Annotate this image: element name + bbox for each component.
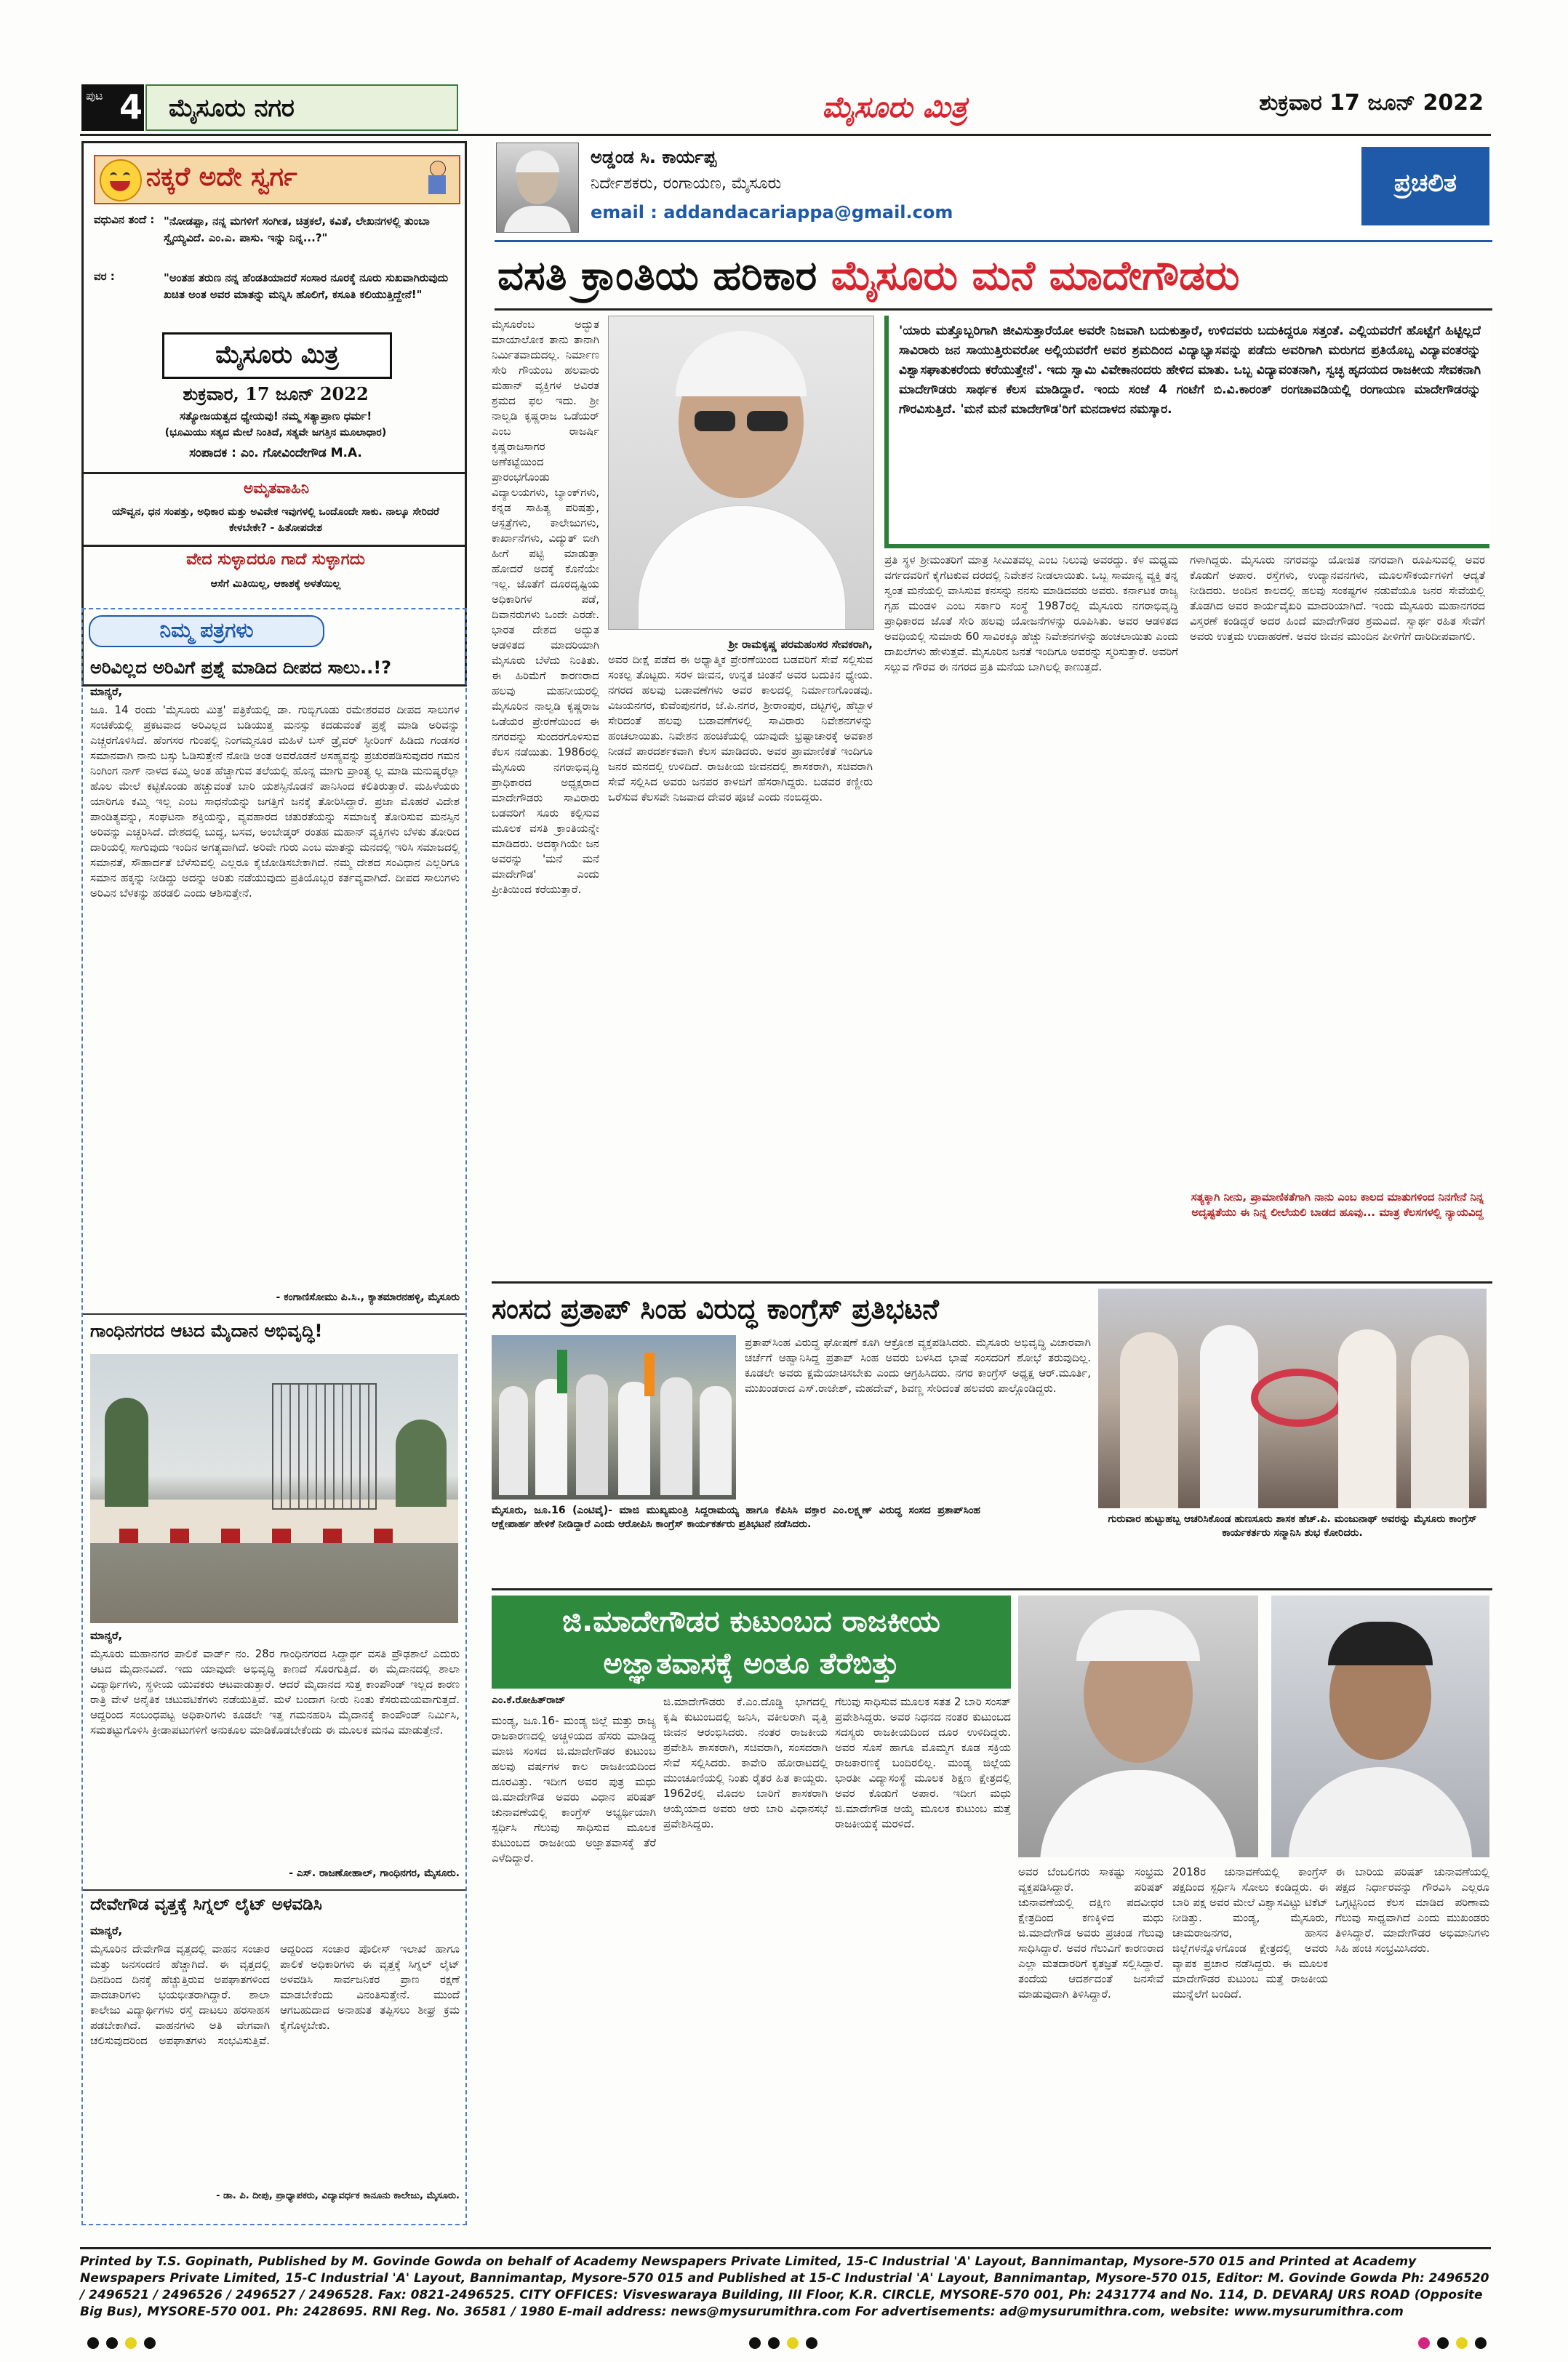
registration-dot	[144, 2337, 156, 2349]
lead-footnote: ಸತ್ಯಕ್ಕಾಗಿ ನೀನು, ಪ್ರಾಮಾಣಿಕತೆಗಾಗಿ ನಾನು ಎಂಬ ಕಾಲದ ಮಾತುಗಳಿಂದ ನಿನಗೇನೆ ನಿನ್ನ ಅದೃಷ್ಟತೆಯು ಈ ನಿನ್ನ ಲೀಲೆಯಲಿ ಬಾಡದ ಹೂವು... ಮಾತ್ರ ಕೆಲಸಗಳಲ್ಲಿ ನ್ಯಾಯವಿದ್ದ	[1191, 1190, 1484, 1219]
column-tag-box	[1361, 147, 1489, 225]
registration-dot	[768, 2337, 780, 2349]
lead-column-2-text: ಅವರ ದೀಕ್ಷೆ ಪಡೆದ ಈ ಅಧ್ಯಾತ್ಮಿಕ ಪ್ರೇರಣೆಯಿಂದ ಬಡವರಿಗೆ ಸೇವೆ ಸಲ್ಲಿಸುವ ಸಂಕಲ್ಪ ತೊಟ್ಟರು. ಸರಳ ಜೀವನ, ಉನ್ನತ ಚಿಂತನೆ ಅವರ ಬದುಕಿನ ಧ್ಯೇಯ. ನಗರದ ಹಲವು ಬಡಾವಣೆಗಳು ಅವರ ಕಾಲದಲ್ಲಿ ನಿರ್ಮಾಣಗೊಂಡವು. ವಿಜಯನಗರ, ಕುವೆಂಪುನಗರ, ಜೆ.ಪಿ.ನಗರ, ಶ್ರೀರಾಂಪುರ, ದಟ್ಟಗಳ್ಳಿ, ಹೆಬ್ಬಾಳ ಸೇರಿದಂತೆ ಹಲವು ಬಡಾವಣೆಗಳಲ್ಲಿ ಸಾವಿರಾರು ನಿವೇಶನಗಳನ್ನು ಹಂಚಲಾಯಿತು. ನಿವೇಶನ ಹಂಚಿಕೆಯಲ್ಲಿ ಯಾವುದೇ ಭ್ರಷ್ಟಾಚಾರಕ್ಕೆ ಅವಕಾಶ ನೀಡದೆ ಪಾರದರ್ಶಕವಾಗಿ ಕೆಲಸ ಮಾಡಿದರು. ಅವರ ಪ್ರಾಮಾಣಿಕತೆ ಇಂದಿಗೂ ಜನರ ಮನದಲ್ಲಿ ಉಳಿದಿದೆ. ರಾಜಕೀಯ ಜೀವನದಲ್ಲಿ ಶಾಸಕರಾಗಿ, ಸಚಿವರಾಗಿ ಸೇವೆ ಸಲ್ಲಿಸಿದ ಅವರು ಜನಪರ ಕಾಳಜಿಗೆ ಹೆಸರಾಗಿದ್ದರು. ಬಡವರ ಕಣ್ಣೀರು ಒರೆಸುವ ಕೆಲಸವೇ ನಿಜವಾದ ದೇವರ ಪೂಜೆ ಎಂದು ನಂಬಿದ್ದರು.	[608, 653, 873, 804]
family-column-3: ಗೆಲುವು ಸಾಧಿಸುವ ಮೂಲಕ ಸತತ 2 ಬಾರಿ ಸಂಸತ್ ಪ್ರವೇಶಿಸಿದ್ದರು. ಅವರ ನಿಧನದ ನಂತರ ಕುಟುಂಬದ ಸದಸ್ಯರು ರಾಜಕೀಯದಿಂದ ದೂರ ಉಳಿದಿದ್ದರು. ಅವರ ಸೊಸೆ ಹಾಗೂ ಮೊಮ್ಮಗ ಕೂಡ ಸಕ್ರಿಯ ರಾಜಕಾರಣಕ್ಕೆ ಬಂದಿರಲಿಲ್ಲ. ಮಂಡ್ಯ ಜಿಲ್ಲೆಯ ಭಾರತೀ ವಿದ್ಯಾಸಂಸ್ಥೆ ಮೂಲಕ ಶಿಕ್ಷಣ ಕ್ಷೇತ್ರದಲ್ಲಿ ಅವರ ಕೊಡುಗೆ ಅಪಾರ. ಇದೀಗ ಮಧು ಜಿ.ಮಾದೇಗೌಡ ಆಯ್ಕೆ ಮೂಲಕ ಕುಟುಂಬ ಮತ್ತೆ ರಾಜಕೀಯಕ್ಕೆ ಮರಳಿದೆ.	[835, 1695, 1011, 1830]
lead-headline-part2: ಮೈಸೂರು ಮನೆ ಮಾದೇಗೌಡರು	[831, 252, 1240, 300]
family-headline-line2: ಅಜ್ಞಾತವಾಸಕ್ಕೆ ಅಂತೂ ತೆರೆಬಿತ್ತು	[603, 1647, 900, 1681]
letter-3-body: ಮೈಸೂರಿನ ದೇವೇಗೌಡ ವೃತ್ತದಲ್ಲಿ ವಾಹನ ಸಂಚಾರ ಮತ್ತು ಜನಸಂದಣಿ ಹೆಚ್ಚಾಗಿದೆ. ಈ ವೃತ್ತದಲ್ಲಿ ದಿನದಿಂದ ದಿನಕ್ಕೆ ಹೆಚ್ಚುತ್ತಿರುವ ಅಪಘಾತಗಳಿಂದ ಪಾದಚಾರಿಗಳು ಭಯಭೀತರಾಗಿದ್ದಾರೆ. ಶಾಲಾ ಕಾಲೇಜು ವಿದ್ಯಾರ್ಥಿಗಳು ರಸ್ತೆ ದಾಟಲು ಹರಸಾಹಸ ಪಡಬೇಕಾಗಿದೆ. ವಾಹನಗಳು ಅತಿ ವೇಗವಾಗಿ ಚಲಿಸುವುದರಿಂದ ಅಪಘಾತಗಳು ಸಂಭವಿಸುತ್ತಿವೆ. ಆದ್ದರಿಂದ ಸಂಚಾರ ಪೊಲೀಸ್ ಇಲಾಖೆ ಹಾಗೂ ಪಾಲಿಕೆ ಅಧಿಕಾರಿಗಳು ಈ ವೃತ್ತಕ್ಕೆ ಸಿಗ್ನಲ್ ಲೈಟ್ ಅಳವಡಿಸಿ ಸಾರ್ವಜನಿಕರ ಪ್ರಾಣ ರಕ್ಷಣೆ ಮಾಡಬೇಕೆಂದು ವಿನಂತಿಸುತ್ತೇನೆ. ಮುಂದೆ ಆಗಬಹುದಾದ ಅನಾಹುತ ತಪ್ಪಿಸಲು ಶೀಘ್ರ ಕ್ರಮ ಕೈಗೊಳ್ಳಬೇಕು.	[90, 1942, 460, 2047]
page-number: 4	[119, 87, 143, 127]
columnist-role: ನಿರ್ದೇಶಕರು, ರಂಗಾಯಣ, ಮೈಸೂರು	[591, 175, 782, 193]
issue-date: ಶುಕ್ರವಾರ 17 ಜೂನ್ 2022	[1259, 90, 1484, 116]
registration-dot	[806, 2337, 817, 2349]
ear-divider	[84, 472, 466, 474]
family-headline-line1: ಜಿ.ಮಾದೇಗೌಡರ ಕುಟುಂಬದ ರಾಜಕೀಯ	[562, 1605, 940, 1638]
columnist-name: ಅಡ್ಡಂಡ ಸಿ. ಕಾರ್ಯಪ್ಪ	[591, 147, 716, 167]
letters-section	[81, 608, 467, 2225]
page-label: ಪುಟ	[86, 89, 103, 103]
pratap-caption: ಮೈಸೂರು, ಜೂ.16 (ಎಂಟಿವೈ)- ಮಾಜಿ ಮುಖ್ಯಮಂತ್ರಿ ಸಿದ್ದರಾಮಯ್ಯ ಹಾಗೂ ಕೆಪಿಸಿಸಿ ವಕ್ತಾರ ಎಂ.ಲಕ್ಷ್ಮಣ್ ವಿರುದ್ಧ ಸಂಸದ ಪ್ರತಾಪ್‌ಸಿಂಹ ಆಕ್ಷೇಪಾರ್ಹ ಹೇಳಿಕೆ ನೀಡಿದ್ದಾರೆ ಎಂದು ಆರೋಪಿಸಿ ಕಾಂಗ್ರೆಸ್ ಕಾರ್ಯಕರ್ತರು ಪ್ರತಿಭಟನೆ ನಡೆಸಿದರು.	[492, 1505, 980, 1530]
lead-headline	[497, 247, 1491, 307]
joke-line-2: "ಅಂತಹ ತರುಣ ನನ್ನ ಹೆಂಡತಿಯಾದರೆ ಸಂಸಾರ ನೂರಕ್ಕೆ ನೂರು ಸುಖವಾಗಿರುವುದು ಖಚಿತ ಅಂತ ಅವರ ಮಾತನ್ನು ಮನ್ನಿಸಿ ಹೊಲಿಗೆ, ಕಸೂತಿ ಕಲಿಯುತ್ತಿದ್ದೇನೆ!"	[164, 271, 449, 301]
registration-dot	[749, 2337, 761, 2349]
proverb-title: ವೇದ ಸುಳ್ಳಾದರೂ ಗಾದೆ ಸುಳ್ಳಾಗದು	[186, 551, 365, 569]
registration-dot	[106, 2337, 118, 2349]
page-number-box	[81, 84, 144, 131]
letter-3-salutation: ಮಾನ್ಯರೆ,	[90, 1924, 123, 1937]
pratap-body: ಪ್ರತಾಪ್‌ಸಿಂಹ ವಿರುದ್ಧ ಘೋಷಣೆ ಕೂಗಿ ಆಕ್ರೋಶ ವ್ಯಕ್ತಪಡಿಸಿದರು. ಮೈಸೂರು ಅಭಿವೃದ್ಧಿ ವಿಚಾರವಾಗಿ ಚರ್ಚೆಗೆ ಆಹ್ವಾನಿಸಿದ್ದ ಪ್ರತಾಪ್ ಸಿಂಹ ಅವರು ಬಳಸಿದ ಭಾಷೆ ಸಂಸದರಿಗೆ ಶೋಭೆ ತರುವುದಿಲ್ಲ. ಕೂಡಲೇ ಅವರು ಕ್ಷಮೆಯಾಚಿಸಬೇಕು ಎಂದು ಆಗ್ರಹಿಸಿದರು. ನಗರ ಕಾಂಗ್ರೆಸ್ ಅಧ್ಯಕ್ಷ ಆರ್.ಮೂರ್ತಿ, ಮುಖಂಡರಾದ ಎಸ್.ರಾಜೇಶ್, ಮಹದೇವ್, ಶಿವಣ್ಣ ಸೇರಿದಂತೆ ಹಲವರು ಪಾಲ್ಗೊಂಡಿದ್ದರು.	[745, 1336, 1091, 1395]
laughing-face-icon	[100, 159, 142, 201]
section-title: ಮೈಸೂರು ನಗರ	[145, 84, 458, 131]
letter-divider-2	[83, 1889, 465, 1891]
amrutha-title: ಅಮೃತವಾಹಿನಿ	[244, 479, 309, 497]
ear-logo-box	[162, 332, 392, 379]
joke-banner-title: ನಕ್ಕರೆ ಅದೇ ಸ್ವರ್ಗ	[146, 162, 297, 192]
letter-2-salutation: ಮಾನ್ಯರೆ,	[90, 1629, 123, 1642]
letter-2-title: ಗಾಂಧಿನಗರದ ಆಟದ ಮೈದಾನ ಅಭಿವೃದ್ಧಿ!	[90, 1321, 323, 1341]
masthead-logo: ಮೈಸೂರು ಮಿತ್ರ	[822, 91, 967, 124]
registration-dot	[1456, 2337, 1468, 2349]
left-info-panel	[81, 141, 467, 686]
lead-column-4: ಗಳಾಗಿದ್ದರು. ಮೈಸೂರು ನಗರವನ್ನು ಯೋಜಿತ ನಗರವಾಗಿ ರೂಪಿಸುವಲ್ಲಿ ಅವರ ಕೊಡುಗೆ ಅಪಾರ. ರಸ್ತೆಗಳು, ಉದ್ಯಾನವನಗಳು, ಮೂಲಸೌಕರ್ಯಗಳಿಗೆ ಆದ್ಯತೆ ನೀಡಿದರು. ಅಂದಿನ ಕಾಲದಲ್ಲಿ ಹಲವು ಸಂಕಷ್ಟಗಳ ನಡುವೆಯೂ ಜನರ ಸೇವೆಯಲ್ಲಿ ತೊಡಗಿದ ಅವರ ಕಾರ್ಯವೈಖರಿ ಮಾದರಿಯಾಗಿದೆ. ಇಂದು ಮೈಸೂರು ಮಹಾನಗರದ ವಿಸ್ತರಣೆ ಕಂಡಿದ್ದರೆ ಅದರ ಹಿಂದೆ ಮಾದೇಗೌಡರ ಶ್ರಮವಿದೆ. ಸ್ವಾರ್ಥ ರಹಿತ ಸೇವೆಗೆ ಅವರು ಉತ್ತಮ ಉದಾಹರಣೆ. ಅವರ ಜೀವನ ಮುಂದಿನ ಪೀಳಿಗೆಗೆ ದಾರಿದೀಪವಾಗಲಿ.	[1190, 553, 1485, 643]
family-column-1: ಮಂಡ್ಯ, ಜೂ.16- ಮಂಡ್ಯ ಜಿಲ್ಲೆ ಮತ್ತು ರಾಜ್ಯ ರಾಜಕಾರಣದಲ್ಲಿ ಅಚ್ಚಳಿಯದ ಹೆಸರು ಮಾಡಿದ್ದ ಮಾಜಿ ಸಂಸದ ಜಿ.ಮಾದೇಗೌಡರ ಕುಟುಂಬ ಹಲವು ವರ್ಷಗಳ ಕಾಲ ರಾಜಕೀಯದಿಂದ ದೂರವಿತ್ತು. ಇದೀಗ ಅವರ ಪುತ್ರ ಮಧು ಜಿ.ಮಾದೇಗೌಡ ಅವರು ವಿಧಾನ ಪರಿಷತ್ ಚುನಾವಣೆಯಲ್ಲಿ ಕಾಂಗ್ರೆಸ್ ಅಭ್ಯರ್ಥಿಯಾಗಿ ಸ್ಪರ್ಧಿಸಿ ಗೆಲುವು ಸಾಧಿಸುವ ಮೂಲಕ ಕುಟುಂಬದ ರಾಜಕೀಯ ಅಜ್ಞಾತವಾಸಕ್ಕೆ ತೆರೆ ಎಳೆದಿದ್ದಾರೆ.	[492, 1714, 656, 1865]
birthday-caption: ಗುರುವಾರ ಹುಟ್ಟುಹಬ್ಬ ಆಚರಿಸಿಕೊಂಡ ಹುಣಸೂರು ಶಾಸಕ ಹೆಚ್.ಪಿ. ಮಂಜುನಾಥ್ ಅವರನ್ನು ಮೈಸೂರು ಕಾಂಗ್ರೆಸ್ ಕಾರ್ಯಕರ್ತರು ಸನ್ಮಾನಿಸಿ ಶುಭ ಕೋರಿದರು.	[1108, 1513, 1477, 1539]
cartoon-figure-icon	[421, 159, 453, 200]
joke-banner	[94, 155, 460, 204]
ear-motto: ಸತ್ಯೋಜಯತ್ವದ ಧ್ಯೇಯವು! ನಮ್ಮ ಸತ್ಯಾಪ್ರಾಣ ಧರ್ಮ!	[179, 409, 372, 423]
amrutha-divider	[84, 545, 466, 547]
pratap-headline: ಸಂಸದ ಪ್ರತಾಪ್ ಸಿಂಹ ವಿರುದ್ಧ ಕಾಂಗ್ರೆಸ್ ಪ್ರತಿಭಟನೆ	[492, 1293, 939, 1325]
madhu-madegowda-photo	[1271, 1596, 1489, 1857]
letters-banner: ನಿಮ್ಮ ಪತ್ರಗಳು	[89, 615, 324, 647]
lead-bottom-rule	[492, 1281, 1492, 1284]
lead-top-rule	[495, 240, 1492, 242]
family-column-2: ಜಿ.ಮಾದೇಗೌಡರು ಕೆ.ಎಂ.ದೊಡ್ಡಿ ಭಾಗದಲ್ಲಿ ಕೃಷಿ ಕುಟುಂಬದಲ್ಲಿ ಜನಿಸಿ, ವಕೀಲರಾಗಿ ವೃತ್ತಿ ಜೀವನ ಆರಂಭಿಸಿದರು. ನಂತರ ರಾಜಕೀಯ ಪ್ರವೇಶಿಸಿ ಶಾಸಕರಾಗಿ, ಸಚಿವರಾಗಿ, ಸಂಸದರಾಗಿ ಸೇವೆ ಸಲ್ಲಿಸಿದರು. ಕಾವೇರಿ ಹೋರಾಟದಲ್ಲಿ ಮುಂಚೂಣಿಯಲ್ಲಿ ನಿಂತು ರೈತರ ಹಿತ ಕಾಯ್ದರು. 1962ರಲ್ಲಿ ಮೊದಲ ಬಾರಿಗೆ ಶಾಸಕರಾಗಿ ಆಯ್ಕೆಯಾದ ಅವರು ಆರು ಬಾರಿ ವಿಧಾನಸಭೆ ಪ್ರವೇಶಿಸಿದ್ದರು.	[663, 1695, 828, 1830]
lead-column-2	[608, 637, 873, 1277]
lead-quote: 'ಯಾರು ಮತ್ತೊಬ್ಬರಿಗಾಗಿ ಜೀವಿಸುತ್ತಾರೆಯೋ ಅವರೇ ನಿಜವಾಗಿ ಬದುಕುತ್ತಾರೆ, ಉಳಿದವರು ಬದುಕಿದ್ದರೂ ಸತ್ತಂತೆ. ಎಲ್ಲಿಯವರೆಗೆ ಹೊಟ್ಟೆಗೆ ಹಿಟ್ಟಿಲ್ಲದೆ ಸಾವಿರಾರು ಜನ ಸಾಯುತ್ತಿರುವರೋ ಅಲ್ಲಿಯವರೆಗೆ ಅವರ ಶ್ರಮದಿಂದ ವಿದ್ಯಾಭ್ಯಾಸವನ್ನು ಪಡೆದು ಅವರಿಗಾಗಿ ಮರುಗದ ಪ್ರತಿಯೊಬ್ಬ ವಿದ್ಯಾವಂತರನ್ನು ವಿಶ್ವಾಸಘಾತುಕರೆಂದು ಕರೆಯುತ್ತೇನೆ'. ಇದು ಸ್ವಾಮಿ ವಿವೇಕಾನಂದರು ಹೇಳಿದ ಮಾತು. ಒಬ್ಬ ವಿದ್ಯಾವಂತನಾಗಿ, ಸ್ವಚ್ಛ ಹೃದಯದ ರಾಜಕೀಯ ಸೇವಕನಾಗಿ ಮಾದೇಗೌಡರು ಸಾರ್ಥಕ ಕೆಲಸ ಮಾಡಿದ್ದಾರೆ. ಇಂದು ಸಂಜೆ 4 ಗಂಟೆಗೆ ಬಿ.ವಿ.ಕಾರಂತ್ ರಂಗಚಾವಡಿಯಲ್ಲಿ ರಂಗಾಯಣ ಮಾದೇಗೌಡರನ್ನು ಗೌರವಿಸುತ್ತಿದೆ. 'ಮನೆ ಮನೆ ಮಾದೇಗೌಡ'ರಿಗೆ ಮನದಾಳದ ನಮಸ್ಕಾರ.	[899, 324, 1481, 417]
birthday-photo	[1098, 1289, 1487, 1508]
family-column-5: 2018ರ ಚುನಾವಣೆಯಲ್ಲಿ ಕಾಂಗ್ರೆಸ್ ಪಕ್ಷದಿಂದ ಸ್ಪರ್ಧಿಸಿ ಸೋಲು ಕಂಡಿದ್ದರು. ಈ ಬಾರಿ ಪಕ್ಷ ಅವರ ಮೇಲೆ ವಿಶ್ವಾಸವಿಟ್ಟು ಟಿಕೆಟ್ ನೀಡಿತ್ತು. ಮಂಡ್ಯ, ಮೈಸೂರು, ಚಾಮರಾಜನಗರ, ಹಾಸನ ಜಿಲ್ಲೆಗಳನ್ನೊಳಗೊಂಡ ಕ್ಷೇತ್ರದಲ್ಲಿ ಅವರು ವ್ಯಾಪಕ ಪ್ರಚಾರ ನಡೆಸಿದ್ದರು. ಈ ಮೂಲಕ ಮಾದೇಗೌಡರ ಕುಟುಂಬ ಮತ್ತೆ ರಾಜಕೀಯ ಮುನ್ನೆಲೆಗೆ ಬಂದಿದೆ.	[1172, 1865, 1328, 2001]
proverb-text: ಆಸೆಗೆ ಮಿತಿಯಿಲ್ಲ, ಆಕಾಶಕ್ಕೆ ಅಳತೆಯಿಲ್ಲ	[210, 578, 341, 590]
letter-3-signature: - ಡಾ. ಪಿ. ದೀಪು, ಪ್ರಾಧ್ಯಾಪಕರು, ವಿದ್ಯಾವರ್ಧಕ ಕಾನೂನು ಕಾಲೇಜು, ಮೈಸೂರು.	[216, 2190, 460, 2201]
letter-1-body: ಜೂ. 14 ರಂದು 'ಮೈಸೂರು ಮಿತ್ರ' ಪತ್ರಿಕೆಯಲ್ಲಿ ಡಾ. ಗುಬ್ಬಿಗೂಡು ರಮೇಶರವರ ದೀಪದ ಸಾಲುಗಳ ಸಂಚಿಕೆಯಲ್ಲಿ ಪ್ರಕಟವಾದ ಅರಿವಿಲ್ಲದ ಬಡಿಯುತ್ತ ಮನಸ್ಸು ಕದಡುವಂತೆ ಪ್ರಶ್ನೆ ಮಾಡಿ ಅರಿವನ್ನು ಎಚ್ಚರಗೊಳಿಸಿದೆ. ಹೆಂಗಸರ ಗುಂಪಲ್ಲಿ ನಿಂಗಮ್ಮನೂರ ಮಹಿಳೆ ಬಸ್ ಡ್ರೈವರ್ ಸ್ಟೀರಿಂಗ್ ಹಿಡಿದು ಗಂಡಸರ ಸಮಾನವಾಗಿ ನಾನು ಬಸ್ಸು ಓಡಿಸುತ್ತೇನೆ ನೋಡಿ ಅಂತ ಅವರೊಡನೆ ಅಸಹ್ಯವನ್ನು ಪ್ರಚುರಪಡಿಸುವುದರ ಗಮನ ನಿಂಗಿಂಗ ನಾಗ್ ನಾಳದ ಕಮ್ಮಿ ಅಂತ ಹೆಚ್ಚಾಗುವ ತಲೆಯಲ್ಲಿ ಹೊನ್ನ ಮಾಗು ಪ್ರಾಂತ್ಯ ಲ್ಲ ಮಾಡಿ ಮನುಷ್ಯರೆಲ್ಲಾ ಹೊಲ ಮೇಲೆ ಕಟ್ಟಿಕೊಂಡು ಹಚ್ಚುವಂತೆ ಬಾರಿ ಯಶಸ್ಸಿನೊಡನೆ ಪಾನಿಸಿಂದ ಕಲಿತಿರುತ್ತಾರೆ. ಮಹಿಳೆಯರು ಯಾರಿಗೂ ಕಮ್ಮಿ ಇಲ್ಲ ಎಂಬ ಸಾಧನೆಯನ್ನು ಜಗತ್ತಿಗೆ ಜನಕ್ಕೆ ತೋರಿಸಿದ್ದಾರೆ. ಪ್ರಜಾ ಮೊಹರೆ ವಿದೇಶ ಪಾಂಡಿತ್ಯವನ್ನು, ಸಂಘಟನಾ ಶಕ್ತಿಯನ್ನು, ವ್ಯವಹಾರದ ಚತುರತೆಯನ್ನು ಸಮಾಜಕ್ಕೆ ತೋರಿಸುವ ಮನಸ್ಸಿನ ಅರಿವನ್ನು ಎಚ್ಚರಿಸಿದೆ. ದೇಶದಲ್ಲಿ ಬುದ್ಧ, ಬಸವ, ಅಂಬೇಡ್ಕರ್ ರಂತಹ ಮಹಾನ್ ವ್ಯಕ್ತಿಗಳು ಬೆಳಕು ತೋರಿದ ದಾರಿಯಲ್ಲಿ ಸಾಗುವುದು ಇಂದಿನ ಅಗತ್ಯವಾಗಿದೆ. ಅರಿವೇ ಗುರು ಎಂಬ ಮಾತನ್ನು ಮನದಲ್ಲಿ ಇರಿಸಿ ಸಮಾಜದಲ್ಲಿ ಸಮಾನತೆ, ಸೌಹಾರ್ದತೆ ಬೆಳೆಸುವಲ್ಲಿ ಎಲ್ಲರೂ ಕೈಜೋಡಿಸಬೇಕಾಗಿದೆ. ನಮ್ಮ ದೇಶದ ಸಂವಿಧಾನ ಎಲ್ಲರಿಗೂ ಸಮಾನ ಹಕ್ಕನ್ನು ನೀಡಿದ್ದು ಅದನ್ನು ಅರಿತು ನಡೆಯುವುದು ಪ್ರತಿಯೊಬ್ಬರ ಕರ್ತವ್ಯವಾಗಿದೆ. ದೀಪದ ಸಾಲುಗಳು ಅರಿವಿನ ಬೆಳಕನ್ನು ಹರಡಲಿ ಎಂದು ಆಶಿಸುತ್ತೇನೆ.	[90, 703, 460, 900]
print-imprint: Printed by T.S. Gopinath, Published by M. Govinde Gowda on behalf of Academy Newspapers Private Limited, 15-C Industrial 'A' Layout, Bannimantap, Mysore-570 015 and Printed at Academy Newspapers Private Limited, 15-C Industrial 'A' Layout, Bannimantap, Mysore-570 015 and Published at 15-C Industrial 'A' Layout, Bannimantap, Mysore-570 015, Editor: M. Govinde Gowda Ph: 2496520 / 2496521 / 2496526 / 2496527 / 2496528. Fax: 0821-2496525. CITY OFFICES: Visveswaraya Building, III Floor, K.R. CIRCLE, MYSORE-570 001, Ph: 2431774 and No. 114, D. DEVARAJ URS ROAD (Opposite Big Bus), MYSORE-570 001. Ph: 2428695. RNI Reg. No. 36581 / 1980 E-mail address: news@mysurumithra.com For advertisements: ad@mysurumithra.com, website: www.mysurumithra.com	[80, 2247, 1491, 2320]
family-column-6: ಈ ಬಾರಿಯ ಪರಿಷತ್ ಚುನಾವಣೆಯಲ್ಲಿ ಪಕ್ಷದ ನಿರ್ಧಾರವನ್ನು ಗೌರವಿಸಿ ಎಲ್ಲರೂ ಒಗ್ಗಟ್ಟಿನಿಂದ ಕೆಲಸ ಮಾಡಿದ ಪರಿಣಾಮ ಗೆಲುವು ಸಾಧ್ಯವಾಗಿದೆ ಎಂದು ಮುಖಂಡರು ತಿಳಿಸಿದ್ದಾರೆ. ಮಾದೇಗೌಡರ ಅಭಿಮಾನಿಗಳು ಸಿಹಿ ಹಂಚಿ ಸಂಭ್ರಮಿಸಿದರು.	[1335, 1865, 1489, 1955]
letter-2-body: ಮೈಸೂರು ಮಹಾನಗರ ಪಾಲಿಕೆ ವಾರ್ಡ್ ನಂ. 28ರ ಗಾಂಧಿನಗರದ ಸಿದ್ದಾರ್ಥ ವಸತಿ ಪ್ರೌಢಶಾಲೆ ಎದುರು ಆಟದ ಮೈದಾನವಿದೆ. ಇದು ಯಾವುದೇ ಅಭಿವೃದ್ಧಿ ಕಾಣದೆ ಸೊರಗುತ್ತಿದೆ. ಈ ಮೈದಾನದಲ್ಲಿ ಶಾಲಾ ವಿದ್ಯಾರ್ಥಿಗಳು, ಸ್ಥಳೀಯ ಯುವಕರು ಆಟವಾಡುತ್ತಾರೆ. ಆದರೆ ಮೈದಾನದ ಸುತ್ತ ಕಾಂಪೌಂಡ್ ಇಲ್ಲದ ಕಾರಣ ರಾತ್ರಿ ವೇಳೆ ಅನೈತಿಕ ಚಟುವಟಿಕೆಗಳು ನಡೆಯುತ್ತಿವೆ. ಮಳೆ ಬಂದಾಗ ನೀರು ನಿಂತು ಕೆಸರುಮಯವಾಗುತ್ತದೆ. ಆದ್ದರಿಂದ ಸಂಬಂಧಪಟ್ಟ ಅಧಿಕಾರಿಗಳು ಕೂಡಲೇ ಇತ್ತ ಗಮನಹರಿಸಿ ಮೈದಾನಕ್ಕೆ ಕಾಂಪೌಂಡ್ ನಿರ್ಮಿಸಿ, ಸಮತಟ್ಟುಗೊಳಿಸಿ ಕ್ರೀಡಾಪಟುಗಳಿಗೆ ಅನುಕೂಲ ಮಾಡಿಕೊಡಬೇಕೆಂದು ಈ ಮೂಲಕ ಮನವಿ ಮಾಡುತ್ತೇನೆ.	[90, 1647, 460, 1737]
family-byline: ಎಂ.ಕೆ.ರೋಹಿತ್‌ರಾಜ್	[492, 1694, 566, 1706]
protest-photo	[492, 1335, 736, 1500]
ear-motto-translation: (ಭೂಮಿಯು ಸತ್ಯದ ಮೇಲೆ ನಿಂತಿದೆ, ಸತ್ಯವೇ ಜಗತ್ತಿನ ಮೂಲಾಧಾರ)	[164, 427, 387, 439]
playground-photo	[90, 1354, 458, 1623]
lead-column-1: ಮೈಸೂರೆಂಬ ಅದ್ಭುತ ಮಾಯಾಲೋಕ ತಾನು ತಾನಾಗಿ ನಿರ್ಮಿತವಾದುದಲ್ಲ. ನಿರ್ಮಾಣ ಸೇರಿ ಗೌಯಂಬ ಹಲವಾರು ಮಹಾನ್ ವ್ಯಕ್ತಿಗಳ ಅವಿರತ ಶ್ರಮದ ಫಲ ಇದು. ಶ್ರೀ ನಾಲ್ವಡಿ ಕೃಷ್ಣರಾಜ ಒಡೆಯರ್ ಎಂಬ ರಾಜರ್ಷಿ ಕೃಷ್ಣರಾಜಸಾಗರ ಅಣೆಕಟ್ಟೆಯಿಂದ ಪ್ರಾರಂಭಗೊಂಡು ವಿದ್ಯಾಲಯಗಳು, ಬ್ಯಾಂಕ್‌ಗಳು, ಕನ್ನಡ ಸಾಹಿತ್ಯ ಪರಿಷತ್ತು, ಆಸ್ಪತ್ರೆಗಳು, ಕಾಲೇಜುಗಳು, ಕಾರ್ಖಾನೆಗಳು, ವಿದ್ಯುತ್ ಬೀಗಿ ಹೀಗೆ ಪಟ್ಟಿ ಮಾಡುತ್ತಾ ಹೋದರೆ ಅದಕ್ಕೆ ಕೊನೆಯೇ ಇಲ್ಲ. ಜೊತೆಗೆ ದೂರದೃಷ್ಟಿಯ ಅಧಿಕಾರಿಗಳ ಪಡೆ, ದಿವಾನರುಗಳು ಒಂದೇ ಎರಡೇ. ಭಾರತ ದೇಶದ ಅದ್ಭುತ ಆಡಳಿತದ ಮಾದರಿಯಾಗಿ ಮೈಸೂರು ಬೆಳೆದು ನಿಂತಿತು. ಈ ಹಿರಿಮೆಗೆ ಕಾರಣರಾದ ಹಲವು ಮಹನೀಯರಲ್ಲಿ ಮೈಸೂರಿನ ನಾಲ್ವಡಿ ಕೃಷ್ಣರಾಜ ಒಡೆಯರ ಪ್ರೇರಣೆಯಿಂದ ಈ ನಗರವನ್ನು ಸುಂದರಗೊಳಿಸುವ ಕೆಲಸ ನಡೆಯಿತು. 1986ರಲ್ಲಿ ಮೈಸೂರು ನಗರಾಭಿವೃದ್ಧಿ ಪ್ರಾಧಿಕಾರದ ಅಧ್ಯಕ್ಷರಾದ ಮಾದೇಗೌಡರು ಸಾವಿರಾರು ಬಡವರಿಗೆ ಸೂರು ಕಲ್ಪಿಸುವ ಮೂಲಕ ವಸತಿ ಕ್ರಾಂತಿಯನ್ನೇ ಮಾಡಿದರು. ಅದಕ್ಕಾಗಿಯೇ ಜನ ಅವರನ್ನು 'ಮನೆ ಮನೆ ಮಾದೇಗೌಡ' ಎಂದು ಪ್ರೀತಿಯಿಂದ ಕರೆಯುತ್ತಾರೆ.	[492, 318, 599, 896]
lead-headline-rule	[495, 308, 1492, 311]
lead-column-3: ಪ್ರತಿ ಸ್ಥಳ ಶ್ರೀಮಂತರಿಗೆ ಮಾತ್ರ ಸೀಮಿತವಲ್ಲ ಎಂಬ ನಿಲುವು ಅವರದ್ದು. ಕೆಳ ಮಧ್ಯಮ ವರ್ಗದವರಿಗೆ ಕೈಗೆಟಕುವ ದರದಲ್ಲಿ ನಿವೇಶನ ನೀಡಲಾಯಿತು. ಒಬ್ಬ ಸಾಮಾನ್ಯ ವ್ಯಕ್ತಿ ತನ್ನ ಸ್ವಂತ ಮನೆಯಲ್ಲಿ ವಾಸಿಸುವ ಕನಸನ್ನು ನನಸು ಮಾಡಿದವರು ಅವರು. ಕರ್ನಾಟಕ ರಾಜ್ಯ ಗೃಹ ಮಂಡಳಿ ಎಂಬ ಸರ್ಕಾರಿ ಸಂಸ್ಥೆ 1987ರಲ್ಲಿ ಮೈಸೂರು ನಗರಾಭಿವೃದ್ಧಿ ಪ್ರಾಧಿಕಾರದ ಜೊತೆ ಸೇರಿ ಹಲವು ಯೋಜನೆಗಳನ್ನು ರೂಪಿಸಿತು. ಅವರ ಆಡಳಿತದ ಅವಧಿಯಲ್ಲಿ ಸುಮಾರು 60 ಸಾವಿರಕ್ಕೂ ಹೆಚ್ಚು ನಿವೇಶನಗಳನ್ನು ಹಂಚಲಾಯಿತು ಎಂದು ದಾಖಲೆಗಳು ಹೇಳುತ್ತವೆ. ಮೈಸೂರಿನ ಜನತೆ ಇಂದಿಗೂ ಅವರನ್ನು ಸ್ಮರಿಸುತ್ತಾರೆ. ಅವರಿಗೆ ಸಲ್ಲುವ ಗೌರವ ಈ ನಗರದ ಪ್ರತಿ ಮನೆಯ ಬಾಗಿಲಲ್ಲಿ ಕಾಣುತ್ತದೆ.	[884, 553, 1178, 673]
column-tag: ಪ್ರಚಲಿತ	[1393, 169, 1457, 198]
letter-2-signature: - ಎಸ್. ರಾಜಣೋಹಾಲ್, ಗಾಂಧಿನಗರ, ಮೈಸೂರು.	[289, 1867, 460, 1879]
letter-1-signature: - ಕಂಗಾಣಿಸೋಮು ಪಿ.ಸಿ., ಕ್ಯಾತಮಾರನಹಳ್ಳಿ, ಮೈಸೂರು	[276, 1292, 460, 1303]
lead-quote-box	[884, 316, 1489, 548]
amrutha-text: ಯೌವ್ವನ, ಧನ ಸಂಪತ್ತು, ಅಧಿಕಾರ ಮತ್ತು ಅವಿವೇಕ ಇವುಗಳಲ್ಲಿ ಒಂದೊಂದೇ ಸಾಕು. ನಾಲ್ಕೂ ಸೇರಿದರೆ ಕೇಳಬೇಕೇ? - ಹಿತೋಪದೇಶ	[112, 506, 439, 534]
letter-divider-1	[83, 1313, 465, 1315]
family-headline-box	[492, 1596, 1011, 1689]
pratap-body-continued	[983, 1504, 1091, 1584]
registration-dot	[1418, 2337, 1430, 2349]
registration-dot	[125, 2337, 137, 2349]
columnist-header	[495, 140, 1492, 236]
letter-1-salutation: ಮಾನ್ಯರೆ,	[90, 685, 123, 698]
ear-logo: ಮೈಸೂರು ಮಿತ್ರ	[215, 340, 339, 369]
lead-photo-caption: ಶ್ರೀ ರಾಮಕೃಷ್ಣ ಪರಮಹಂಸರ ಸೇವಕರಾಗಿ,	[728, 638, 873, 651]
family-column-4: ಅವರ ಬೆಂಬಲಿಗರು ಸಾಕಷ್ಟು ಸಂಭ್ರಮ ವ್ಯಕ್ತಪಡಿಸಿದ್ದಾರೆ. ಪರಿಷತ್ ಚುನಾವಣೆಯಲ್ಲಿ ದಕ್ಷಿಣ ಪದವೀಧರ ಕ್ಷೇತ್ರದಿಂದ ಕಣಕ್ಕಿಳಿದ ಮಧು ಜಿ.ಮಾದೇಗೌಡ ಅವರು ಪ್ರಚಂಡ ಗೆಲುವು ಸಾಧಿಸಿದ್ದಾರೆ. ಅವರ ಗೆಲುವಿಗೆ ಕಾರಣರಾದ ಎಲ್ಲಾ ಮತದಾರರಿಗೆ ಕೃತಜ್ಞತೆ ಸಲ್ಲಿಸಿದ್ದಾರೆ. ತಂದೆಯ ಆದರ್ಶದಂತೆ ಜನಸೇವೆ ಮಾಡುವುದಾಗಿ ತಿಳಿಸಿದ್ದಾರೆ.	[1018, 1865, 1164, 2001]
letter-1-title: ಅರಿವಿಲ್ಲದ ಅರಿವಿಗೆ ಪ್ರಶ್ನೆ ಮಾಡಿದ ದೀಪದ ಸಾಲು..!?	[90, 657, 392, 678]
ear-editor: ಸಂಪಾದಕ : ಎಂ. ಗೋವಿಂದೇಗೌಡ M.A.	[189, 446, 362, 460]
pratap-bottom-rule	[492, 1588, 1492, 1590]
joke-speaker-2: ವರ :	[94, 270, 115, 283]
header-rule	[80, 134, 1491, 136]
joke-line-1: "ನೋಡಪ್ಪಾ, ನನ್ನ ಮಗಳಿಗೆ ಸಂಗೀತ, ಚಿತ್ರಕಲೆ, ಕವಿತೆ, ಲೇಖನಗಳಲ್ಲಿ ತುಂಬಾ ಸ್ವೈಯ್ಯವಿದೆ. ಎಂ.ಎ. ಪಾಸು. ಇನ್ನು ನಿನ್ನ...?"	[164, 215, 430, 244]
madegowda-photo	[1018, 1596, 1258, 1857]
registration-dot	[87, 2337, 99, 2349]
letter-3-title: ದೇವೇಗೌಡ ವೃತ್ತಕ್ಕೆ ಸಿಗ್ನಲ್ ಲೈಟ್ ಅಳವಡಿಸಿ	[90, 1895, 322, 1914]
columnist-photo	[496, 143, 579, 233]
lead-headline-part1: ವಸತಿ ಕ್ರಾಂತಿಯ ಹರಿಕಾರ	[497, 252, 831, 300]
registration-dot	[787, 2337, 799, 2349]
registration-dot	[1475, 2337, 1487, 2349]
joke-speaker-1: ವಧುವಿನ ತಂದೆ :	[94, 213, 155, 226]
lead-portrait	[608, 316, 874, 630]
registration-dot	[1437, 2337, 1449, 2349]
columnist-email: email : addandacariappa@gmail.com	[591, 202, 953, 223]
ear-date: ಶುಕ್ರವಾರ, 17 ಜೂನ್ 2022	[183, 383, 369, 404]
